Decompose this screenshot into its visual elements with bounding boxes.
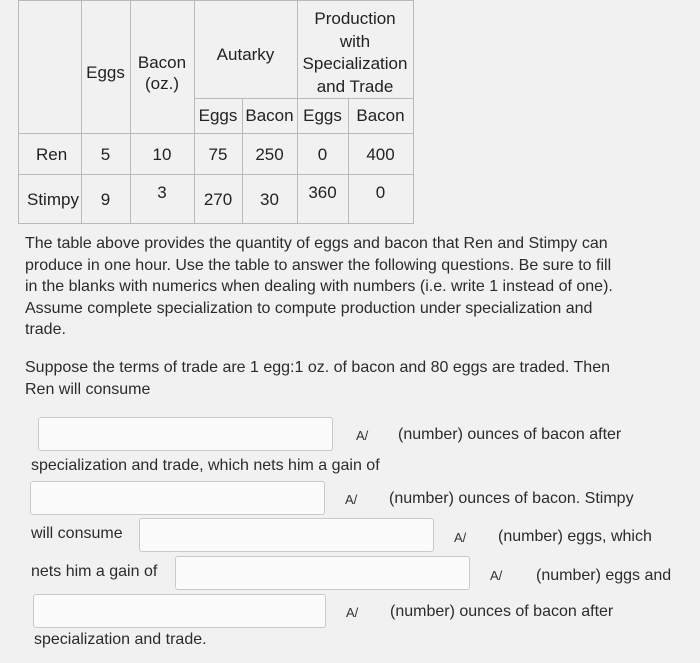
nets-gain-text: nets him a gain of xyxy=(31,563,158,580)
header-prod-line4: and Trade xyxy=(316,76,394,96)
spellcheck-icon[interactable]: A/ xyxy=(454,530,467,545)
cell-stimpy-autarky-eggs: 270 xyxy=(203,190,233,209)
cell-stimpy-eggs: 9 xyxy=(100,190,111,209)
cell-ren-eggs: 5 xyxy=(100,145,111,164)
ren-bacon-consume-input[interactable] xyxy=(38,417,333,451)
cell-stimpy-trade-eggs: 360 xyxy=(308,183,337,202)
table-header-bottom xyxy=(18,133,414,134)
subheader-autarky-bacon: Bacon xyxy=(245,106,294,125)
blank5-label: (number) ounces of bacon after xyxy=(390,603,614,620)
header-prod-line1: Production xyxy=(314,9,396,28)
table-border-right xyxy=(413,0,414,224)
question-line: Ren will consume xyxy=(25,380,151,398)
blank2-label: (number) ounces of bacon. Stimpy xyxy=(389,490,634,507)
spellcheck-icon[interactable]: A/ xyxy=(346,605,359,620)
subheader-trade-bacon: Bacon xyxy=(356,106,405,125)
spellcheck-icon[interactable]: A/ xyxy=(356,428,369,443)
final-text: specialization and trade. xyxy=(34,631,207,648)
subheader-autarky-eggs: Eggs xyxy=(198,106,238,125)
header-eggs: Eggs xyxy=(86,63,125,82)
subheader-trade-eggs: Eggs xyxy=(303,106,342,125)
blank1-label: (number) ounces of bacon after xyxy=(398,426,622,443)
instructions-line: The table above provides the quantity of eggs and bacon that Ren and Stimpy can xyxy=(25,235,608,252)
header-prod-line2: with xyxy=(339,31,371,51)
cell-ren-bacon: 10 xyxy=(152,145,172,164)
ren-bacon-gain-input[interactable] xyxy=(30,481,325,515)
will-consume-text: will consume xyxy=(31,525,123,542)
row-name-stimpy: Stimpy xyxy=(27,190,79,209)
header-autarky: Autarky xyxy=(216,45,275,64)
spec-trade-gain-text: specialization and trade, which nets him a gain of xyxy=(31,457,380,474)
stimpy-eggs-gain-input[interactable] xyxy=(175,556,470,590)
row-name-ren: Ren xyxy=(36,145,68,164)
spellcheck-icon[interactable]: A/ xyxy=(345,492,358,507)
instructions-line: Assume complete specialization to compute production under specialization and xyxy=(25,299,593,317)
cell-ren-autarky-eggs: 75 xyxy=(208,145,228,164)
cell-ren-trade-bacon: 400 xyxy=(366,145,395,164)
blank4-label: (number) eggs and xyxy=(536,567,672,584)
table-border-bottom xyxy=(18,223,414,224)
stimpy-eggs-consume-input[interactable] xyxy=(139,518,434,552)
table-subheader-line xyxy=(194,98,414,99)
table-border-top xyxy=(18,0,414,1)
cell-stimpy-autarky-bacon: 30 xyxy=(260,190,279,209)
production-table xyxy=(18,0,414,224)
question-paragraph xyxy=(25,357,695,400)
header-prod-line3: Specialization xyxy=(302,54,408,73)
blank3-label: (number) eggs, which xyxy=(498,528,652,545)
cell-ren-trade-eggs: 0 xyxy=(317,145,328,164)
cell-stimpy-bacon: 3 xyxy=(157,183,167,202)
instructions-line: produce in one hour. Use the table to answer the following questions. Be sure to fill xyxy=(25,256,612,274)
cell-stimpy-trade-bacon: 0 xyxy=(375,183,386,202)
table-border-left xyxy=(18,0,19,224)
instructions-line: in the blanks with numerics when dealing with numbers (i.e. write 1 instead of one). xyxy=(25,278,613,295)
instructions-paragraph xyxy=(25,233,695,341)
header-production-specialization xyxy=(297,8,413,98)
table-row-divider xyxy=(18,174,414,175)
instructions-line: trade. xyxy=(25,321,66,338)
question-line: Suppose the terms of trade are 1 egg:1 oz. of bacon and 80 eggs are traded. Then xyxy=(25,359,610,376)
header-bacon-line1: Bacon xyxy=(137,53,187,72)
header-bacon-line2: (oz.) xyxy=(145,74,179,93)
stimpy-bacon-gain-input[interactable] xyxy=(33,594,326,628)
header-bacon xyxy=(130,52,194,94)
spellcheck-icon[interactable]: A/ xyxy=(490,568,503,583)
cell-ren-autarky-bacon: 250 xyxy=(255,145,284,164)
